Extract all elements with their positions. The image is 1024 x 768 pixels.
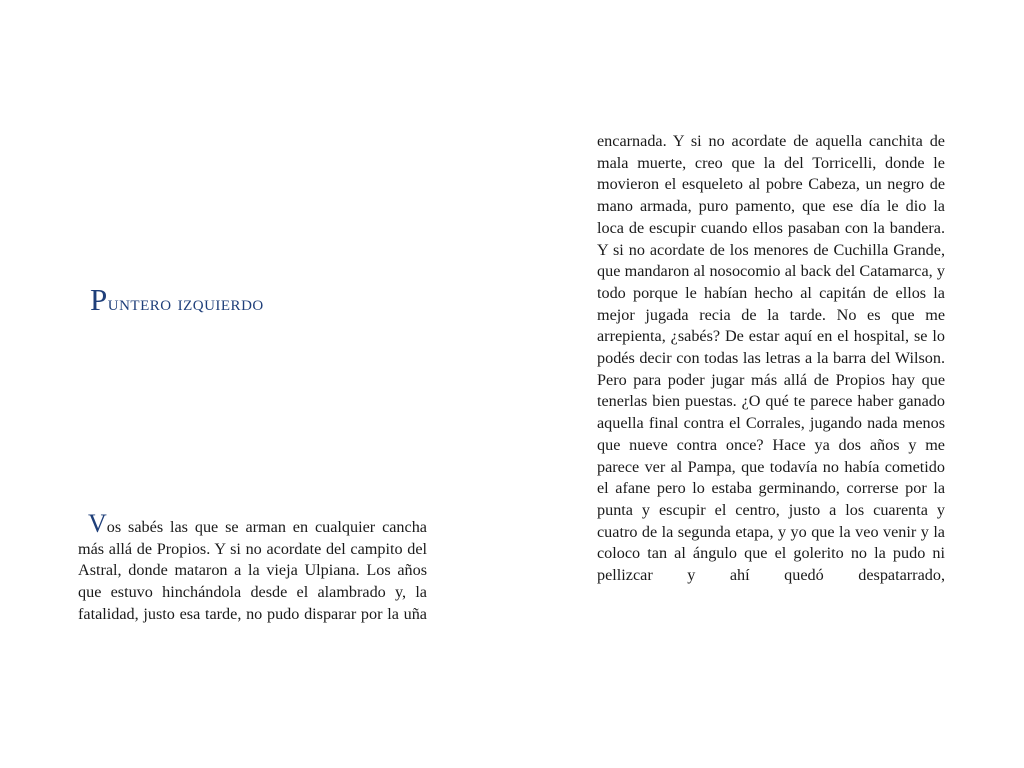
left-page-text: os sabés las que se arman en cualquier cancha más allá de Propios. Y si no acordate del campito del Astral, donde mataron a la vieja Ulpiana. Los años que estuvo hinchándola desde el alambrado y, la fatalidad, justo esa tarde, no pudo disparar por la uña xyxy=(78,518,427,623)
right-page-paragraph: encarnada. Y si no acordate de aquella canchita de mala muerte, creo que la del Torricelli, donde le movieron el esqueleto al pobre Cabeza, un negro de mano armada, puro pamento, que ese día le dio la loca de escupir cuando ellos pasaban con la bandera. Y si no acordate de los menores de Cuchilla Grande, que mandaron al nosocomio al back del Catamarca, y todo porque le habían hecho al capitán de ellos la mejor jugada recia de la tarde. No es que me arrepienta, ¿sabés? De estar aquí en el hospital, se lo podés decir con todas las letras a la barra del Wilson. Pero para poder jugar más allá de Propios hay que tenerlas bien puestas. ¿O qué te parece haber ganado aquella final contra el Corrales, jugando nada menos que nueve contra once? Hace ya dos años y me parece ver al Pampa, que todavía no había cometido el afane pero lo estaba germinando, correrse por la punta y escupir el centro, justo a los cuarenta y cuatro de la segunda etapa, y yo que la veo venir y la coloco tan al ángulo que el golerito no la pudo ni pellizcar y ahí quedó despatarrado, xyxy=(597,132,945,585)
left-page-paragraph xyxy=(78,509,427,626)
drop-cap: V xyxy=(88,509,107,538)
chapter-title-rest: untero izquierdo xyxy=(107,290,264,315)
right-page xyxy=(512,0,1024,768)
chapter-title-initial: P xyxy=(90,282,108,317)
chapter-title xyxy=(90,282,264,318)
